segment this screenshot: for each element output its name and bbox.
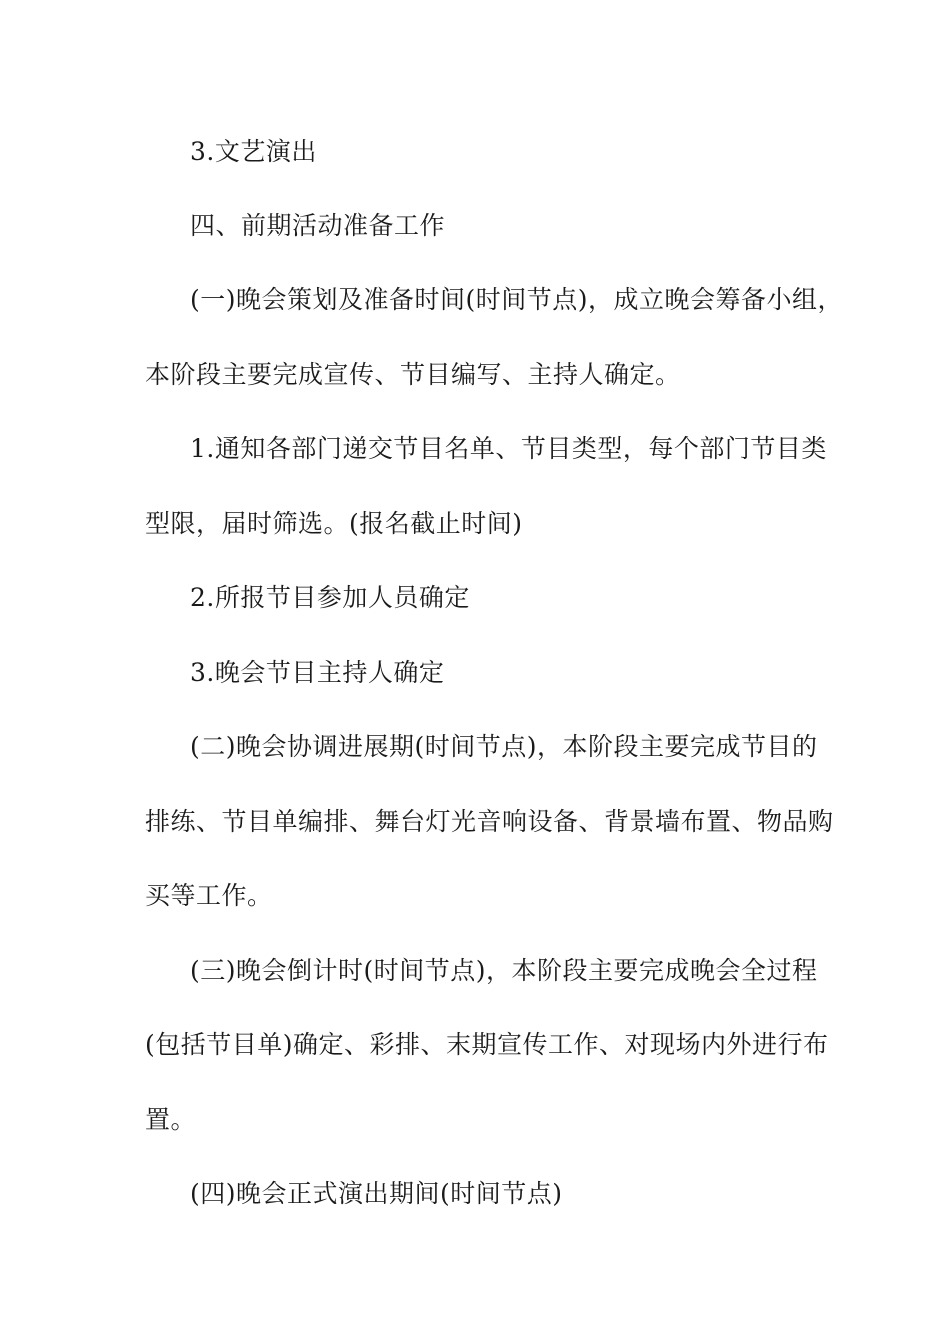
item-3-hosts: 3.晚会节目主持人确定	[190, 658, 445, 687]
paragraph-3-line-1: (二)晚会协调进展期(时间节点)，本阶段主要完成节目的	[190, 732, 818, 761]
paragraph-2-line-2: 型限，届时筛选。(报名截止时间)	[145, 509, 523, 538]
paragraph-3-line-2: 排练、节目单编排、舞台灯光音响设备、背景墙布置、物品购	[145, 807, 834, 836]
item-3-performance: 3.文艺演出	[190, 137, 317, 166]
item-2-participants: 2.所报节目参加人员确定	[190, 583, 470, 612]
paragraph-3-line-3: 买等工作。	[145, 881, 273, 910]
section-4-heading: 四、前期活动准备工作	[190, 211, 446, 240]
paragraph-1-line-2: 本阶段主要完成宣传、节目编写、主持人确定。	[145, 360, 681, 389]
paragraph-2-line-1: 1.通知各部门递交节目名单、节目类型，每个部门节目类	[190, 434, 827, 463]
paragraph-5-line-1: (四)晚会正式演出期间(时间节点)	[190, 1179, 563, 1208]
paragraph-1-line-1: (一)晚会策划及准备时间(时间节点)，成立晚会筹备小组，	[190, 285, 844, 314]
paragraph-4-line-3: 置。	[145, 1105, 197, 1134]
paragraph-4-line-1: (三)晚会倒计时(时间节点)，本阶段主要完成晚会全过程	[190, 956, 818, 985]
paragraph-4-line-2: (包括节目单)确定、彩排、末期宣传工作、对现场内外进行布	[145, 1030, 829, 1059]
